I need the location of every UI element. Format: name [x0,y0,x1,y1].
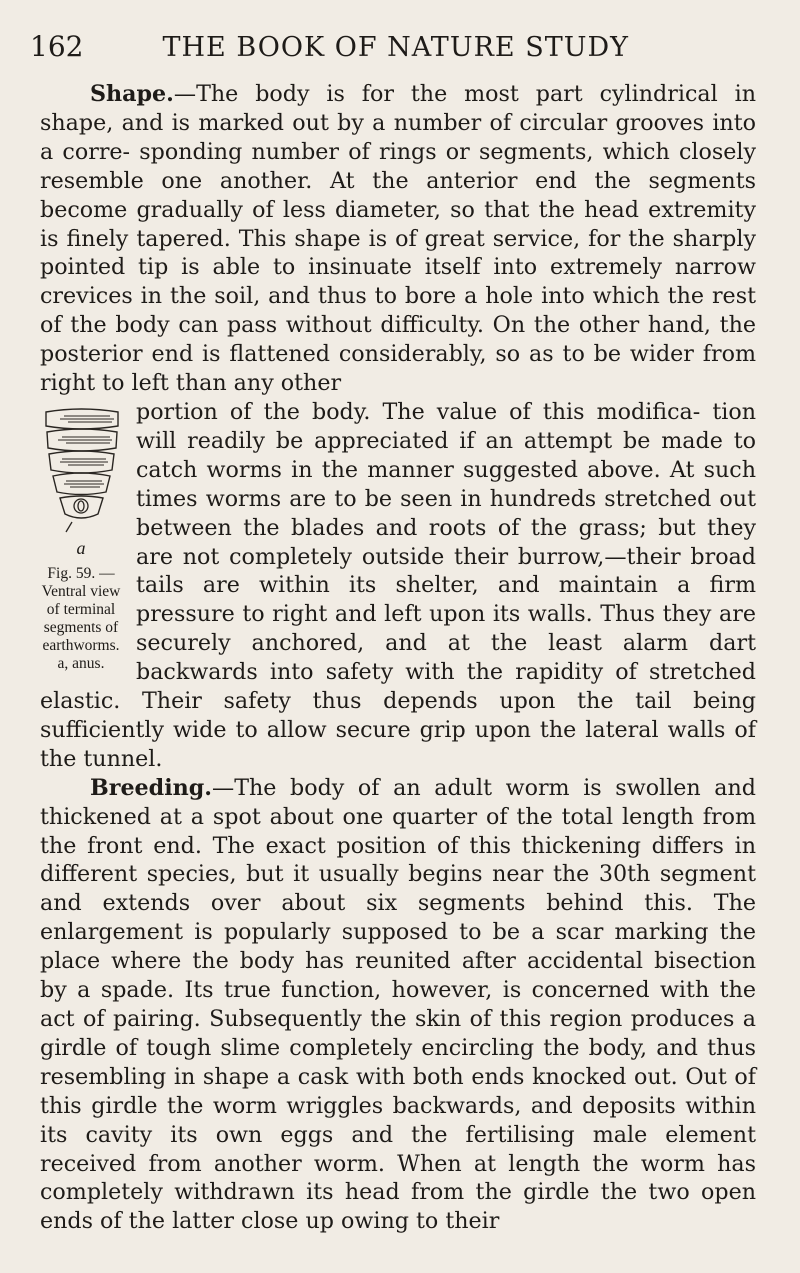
running-title: THE BOOK OF NATURE STUDY [162,32,629,63]
figure-caption: Fig. 59. — Ventral view of terminal segments of earthworms. a, anus. [41,564,121,672]
earthworm-segments-illustration [40,404,122,536]
paragraph-breeding [40,774,756,1237]
paragraph-shape [40,80,756,398]
heading-shape: Shape. [90,81,174,107]
page-header [30,30,748,63]
figure-59 [36,404,126,673]
paragraph-shape-continued: portion of the body. The value of this modifica- tion will readily be appreciated if an attempt be made to catch worms in the manner suggested above. At such times worms are to be seen in hundreds stretched out between the blades and roots of the grass; but they are not completely outside their burrow,—their broad tails are within its shelter, and maintain a firm pressure to right and left upon its walls. Thus they are securely anchored, and at the least alarm dart backwards into safety with the rapidity of stretched elastic. Their safety thus depends upon the tail being sufficiently wide to allow secure grip upon the lateral walls of the tunnel. [40,398,756,772]
page-number: 162 [30,30,84,63]
heading-breeding: Breeding. [90,774,212,801]
body-text [40,80,756,1236]
figure-label-a: a [76,537,86,558]
shape-text-1: —The body is for the most part cylindrical in shape, and is marked out by a number of circular grooves into a corre- sponding number of rings or segments, which closely resemble one another. At the anterior end the segments become gradually of less diameter, so that the head extremity is finely tapered. This shape is of great service, for the sharply pointed tip is able to insinuate itself into extremely narrow crevices in the soil, and thus to bore a hole into which the rest of the body can pass without difficulty. On the other hand, the posterior end is flattened considerably, so as to be wider from right to left than any other [40,81,756,397]
breeding-text: —The body of an adult worm is swollen and thickened at a spot about one quarter of the total length from the front end. The exact position of this thickening differs in different species, but it usually begins near the 30th segment and extends over about six segments behind this. The enlargement is popularly supposed to be a scar marking the place where the body has reunited after accidental bisection by a spade. Its true function, however, is concerned with the act of pairing. Subsequently the skin of this region produces a girdle of tough slime completely encircling the body, and thus resembling in shape a cask with both ends knocked out. Out of this girdle the worm wriggles backwards, and deposits within its cavity its own eggs and the fertilising male element received from another worm. When at length the worm has completely withdrawn its head from the girdle the two open ends of the latter close up owing to their [40,774,756,1235]
